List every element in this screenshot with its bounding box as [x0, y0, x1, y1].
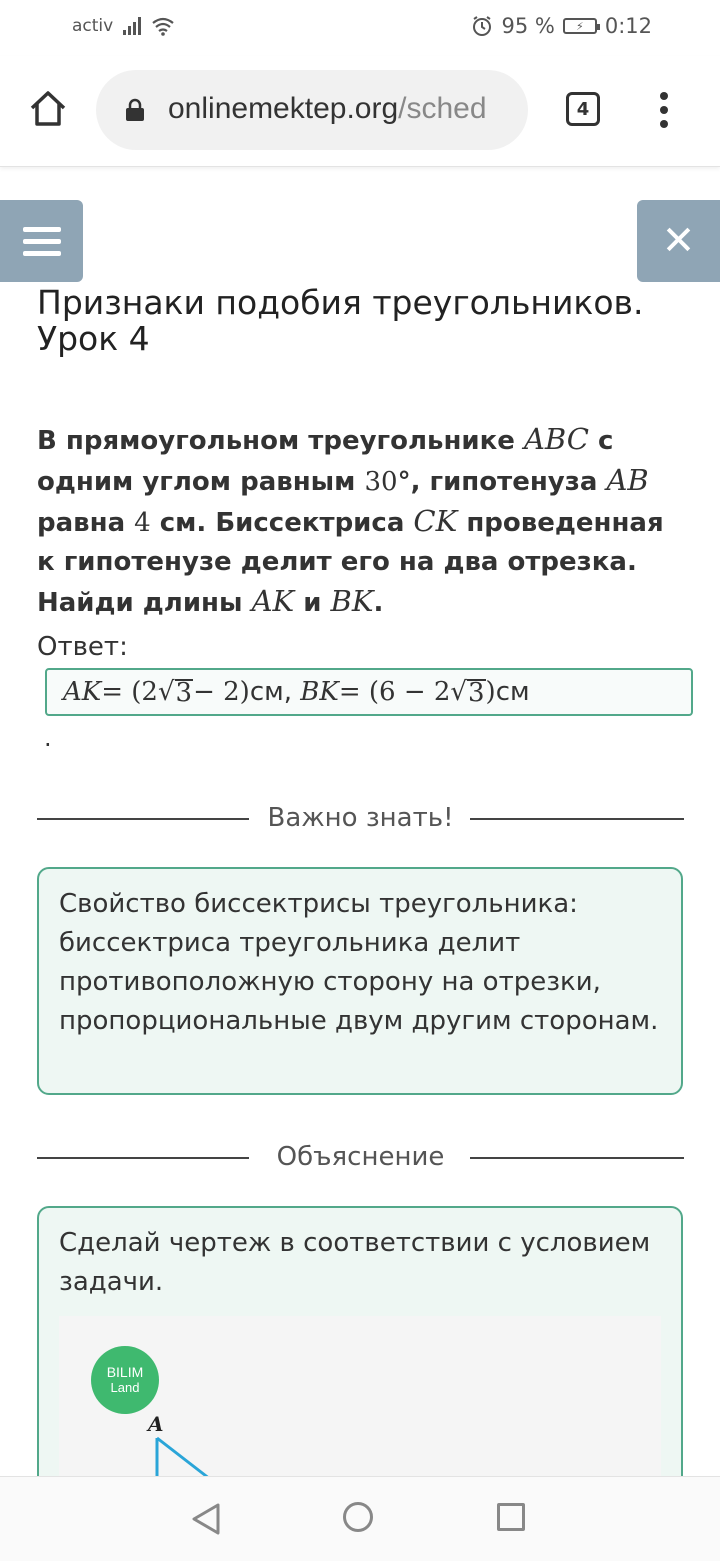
clock: 0:12 [604, 14, 652, 38]
answer-unit: см [495, 677, 530, 707]
browser-toolbar [0, 56, 720, 167]
math-ab: AB [606, 463, 649, 497]
math-ck: CK [413, 504, 458, 538]
math-length: 4 [134, 508, 151, 538]
answer-label: Ответ: [37, 632, 128, 662]
point-a-label: A [148, 1412, 164, 1436]
home-icon[interactable] [28, 88, 68, 128]
answer-sqrt: 3 [175, 678, 193, 708]
important-info-text: Свойство биссектрисы треугольника: биссектриса треугольника делит противоположную сторону на отрезки, пропорциональные двум другим сторонам. [59, 889, 659, 1036]
bilimland-logo [91, 1346, 159, 1414]
section-divider-explanation [37, 1142, 684, 1172]
lock-icon [124, 98, 146, 122]
math-angle: 30 [364, 467, 398, 497]
math-abc: ABC [523, 422, 589, 456]
answer-expr: = (2 [101, 677, 158, 707]
wifi-icon [151, 16, 175, 36]
question-part: и [294, 588, 331, 618]
explanation-text: Сделай чертеж в соответствии с условием задачи. [59, 1228, 651, 1297]
question-part: с одним углом равным [37, 426, 614, 497]
close-button[interactable]: ✕ [637, 200, 720, 282]
section-label: Важно знать! [267, 803, 454, 833]
status-left [72, 16, 175, 36]
answer-expr: ) [485, 677, 496, 707]
math-ak: AK [251, 584, 295, 618]
status-right [471, 14, 652, 38]
address-bar[interactable] [96, 70, 528, 150]
answer-ak: AK [63, 677, 102, 707]
url-text [168, 92, 487, 126]
battery-percent: 95 % [501, 14, 555, 38]
page-title: Признаки подобия треугольников. Урок 4 [37, 283, 644, 358]
answer-unit: см, [249, 677, 293, 707]
answer-expr: = (6 − 2 [338, 677, 451, 707]
question-part: В прямоугольном треугольнике [37, 426, 524, 456]
question-part: проведенная к гипотенузе делит его на два отрезка. Найди длины [37, 508, 664, 618]
answer-bk: BK [300, 677, 339, 707]
question-part: °, гипотенуза [397, 467, 607, 497]
answer-sqrt: 3 [467, 678, 485, 708]
url-host: onlinemektep.org [168, 92, 399, 125]
recents-icon[interactable] [497, 1503, 525, 1531]
answer-expr: − 2) [193, 677, 250, 707]
question-part: см. Биссектриса [150, 508, 414, 538]
hamburger-menu-button[interactable] [0, 200, 83, 282]
answer-field[interactable]: AK = (2 √ 3 − 2) см, BK = (6 − 2 √ 3 ) см [45, 668, 693, 716]
math-bk: BK [330, 584, 374, 618]
tab-switcher-button[interactable]: 4 [566, 92, 600, 126]
answer-dot: . [44, 724, 52, 752]
battery-icon: ⚡ [563, 18, 597, 34]
signal-icon [123, 17, 141, 35]
section-label: Объяснение [276, 1142, 445, 1172]
back-icon[interactable] [190, 1502, 222, 1536]
carrier-label: activ [72, 16, 114, 36]
logo-text: BILIM [106, 1364, 144, 1380]
overflow-menu-icon[interactable] [654, 92, 674, 132]
explanation-box [37, 1206, 683, 1506]
section-divider-important [37, 803, 684, 833]
url-path: /sched [398, 92, 487, 125]
question-text [37, 420, 687, 623]
important-info-box [37, 867, 683, 1095]
alarm-icon [471, 15, 493, 37]
home-nav-icon[interactable] [343, 1502, 373, 1532]
question-part: равна [37, 508, 135, 538]
system-nav-bar [0, 1476, 720, 1561]
status-bar [0, 0, 720, 56]
question-part: . [373, 588, 384, 618]
logo-text: Land [110, 1380, 140, 1395]
